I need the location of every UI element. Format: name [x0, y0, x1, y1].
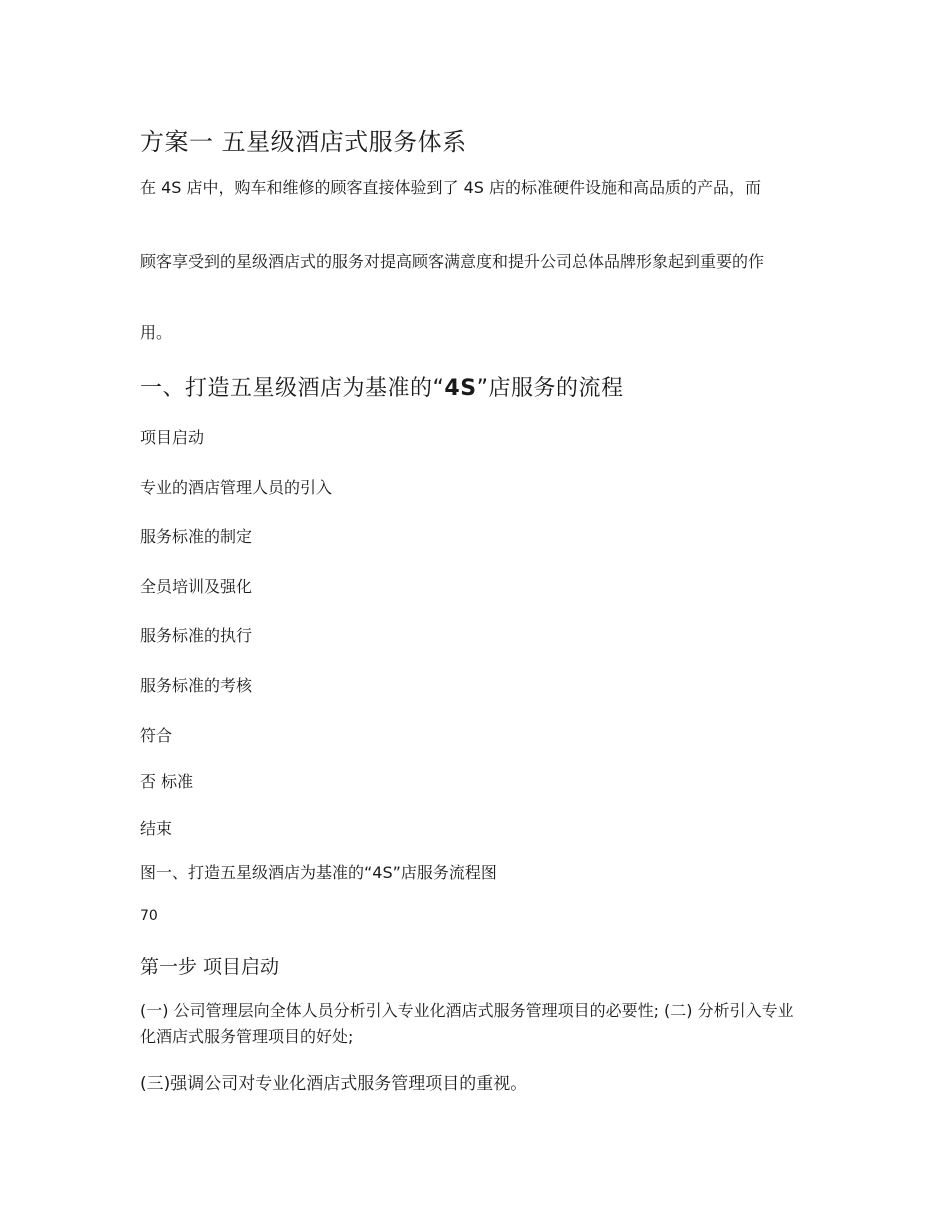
intro-paragraph-1: [140, 175, 820, 201]
flow-item-assessment: 服务标准的考核: [140, 676, 253, 695]
flow-item-standard-setting: 服务标准的制定: [140, 527, 253, 546]
flow-item-training: 全员培训及强化: [140, 577, 253, 596]
step1-heading: 第一步 项目启动: [140, 956, 280, 978]
step1-paragraph-2: (三)强调公司对专业化酒店式服务管理项目的重视。: [140, 1074, 528, 1094]
flow-item-project-start: 项目启动: [140, 428, 205, 447]
flow-item-end: 结束: [140, 819, 173, 838]
flow-item-not-standard: 否 标准: [140, 772, 194, 791]
figure-caption: 图一、打造五星级酒店为基准的“4S”店服务流程图: [140, 863, 497, 882]
section-heading-suffix: ”店服务的流程: [476, 376, 624, 401]
document-title: 方案一 五星级酒店式服务体系: [140, 128, 467, 156]
step1-paragraph-1: (一) 公司管理层向全体人员分析引入专业化酒店式服务管理项目的必要性; (二) 分析引入专业化酒店式服务管理项目的好处;: [140, 1001, 794, 1046]
page-number: 70: [140, 908, 158, 924]
section-heading-1: [140, 371, 623, 402]
flow-item-conform: 符合: [140, 726, 173, 745]
flow-item-execution: 服务标准的执行: [140, 626, 253, 645]
section-heading-prefix: 一、打造五星级酒店为基准的“: [140, 376, 445, 401]
section-heading-bold: 4S: [444, 376, 477, 401]
intro-line-2: 顾客享受到的星级酒店式的服务对提高顾客满意度和提升公司总体品牌形象起到重要的作: [140, 252, 765, 271]
intro-paragraph-2: [140, 249, 820, 275]
intro-line-1: 在 4S 店中，购车和维修的顾客直接体验到了 4S 店的标准硬件设施和高品质的产品，而: [140, 178, 762, 197]
intro-line-3: 用。: [140, 323, 173, 342]
flow-item-hotel-manager: 专业的酒店管理人员的引入: [140, 478, 333, 497]
